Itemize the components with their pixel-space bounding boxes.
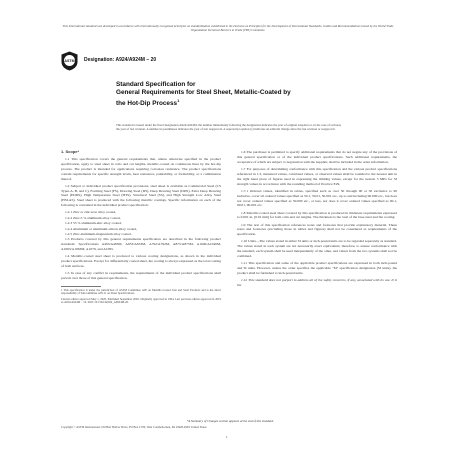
paragraph-1-8: 1.8 Metallic-coated steel sheet covered by this specification is produced in thickness requirements expressed to 0.001 in. [0.01 mm] for both coils and cut lengths. The thickness is the total of the base steel and the coating. (237, 210, 397, 220)
paragraph-1-7-1: 1.7.1 Ordered values, identified in tables, specified such as over 50 through 90 or 50 exclusive to 90 inclusive, cover all ordered values specified as 50.1, 50.01, 50.001 etc., up to and including 90.000 etc., but does not cover ordered values specified as 50.000 etc., or less, nor does it cover ordered values specified as 90.1, 90.01, 90.001 etc. (237, 188, 397, 208)
footnote-divider (61, 286, 101, 287)
list-item: 1.2.4 Aluminum or aluminum-silicon alloy coated, (65, 226, 137, 231)
footnote: Current edition approved May 1, 2020. Published September 2020. Originally approved in 1994. Last previous edition approved in 2019 as A924/A924M − 19. DOI: 10.1520/A0924_A0924M-20. (61, 296, 221, 305)
astm-logo-icon (61, 51, 78, 71)
list-item: 1.2.5 Zinc-aluminum-magnesium alloy coated. (65, 231, 132, 236)
standard-label: Standard Specification for (116, 81, 196, 88)
list-item: 1.2.3 55 % aluminum-zinc alloy coated, (65, 221, 122, 226)
paragraph-1-10: 1.10 Units—The values stated in either SI units or inch-pound units are to be regarded separately as standard. The values stated in each system are not necessarily exact equivalents; therefore, to ensure conformance with the standard, each system shall be used independently of the other, and values from the two systems shall not be combined. (237, 239, 397, 259)
designation: Designation: A924/A924M − 20 (84, 57, 157, 63)
paragraph-1-3: 1.3 Products covered by this general requirements specification are described in the following product standards: Specifications A463/A463M, A653/A653M, A792/A792M, A875/A875M, A1046/A1046M, A1063/A1063M, A1079, and A1095. (61, 237, 221, 252)
issuance-statement: This standard is issued under the fixed designation A924/A924M; the number immediately following the designation indicates the year of original adoption or, in the case of revision, the year of last revision. A number in parentheses indicates the year of last reapproval. A superscript epsilon (ε) indicates an editorial change since the last revision or reapproval. (116, 123, 342, 131)
left-column (61, 150, 221, 307)
scope-heading: 1. Scope* (61, 149, 80, 154)
astm-logo (61, 51, 78, 71)
list-item: 1.2.2 Zinc-5 % aluminum alloy coated, (65, 215, 121, 220)
paragraph-1-5: 1.5 In case of any conflict in requirements, the requirements of the individual product specifications shall prevail over those of this general specification. (61, 271, 221, 281)
document-title (116, 89, 342, 108)
paragraph-1-4: 1.4 Metallic-coated steel sheet is produced to various coating designations, as shown in the individual product specifications. Except for differentially coated sheet, the coating is always expressed as the total coating of both surfaces. (61, 254, 221, 269)
summary-of-changes-note: *A Summary of Changes section appears at the end of this standard (186, 419, 274, 423)
page-number: 1 (226, 435, 228, 439)
paragraph-1-12: 1.12 This standard does not purport to address all of the safety concerns, if any, associated with its use. It is the (237, 278, 397, 288)
paragraph-1-7: 1.7 For purposes of determining conformance with this specification and the various product specifications referenced in 1.3, measured values, calculated values, or observed values shall be rounded to the nearest unit in the right hand place of figures used in expressing the limiting values, except for the nearest 5 MPa for SI strength values in accordance with the rounding method of Practice E29. (237, 166, 397, 186)
title-block (116, 81, 342, 108)
paragraph-1-2: 1.2 Subject to individual product specification provisions, steel sheet is available as Commercial Steel (CS Types A, B, and C), Forming Steel (FS), Drawing Steel (DS), Deep Drawing Steel (DDS), Extra Deep Drawing Steel (EDDS), High Temperature Steel (HTS), Structural Steel (SS), and High Strength Low Alloy Steel (HSLAS). Steel sheet is produced with the following metallic coatings. Specific information on each of the following is contained in the individual product specification: (61, 183, 221, 208)
paragraph-1-1: 1.1 This specification covers the general requirements that, unless otherwise specified in the product specification, apply to steel sheet in coils and cut lengths, metallic-coated on continuous lines by the hot-dip process. The product is intended for applications requiring corrosion resistance. The product specifications contain requirements for specific strength levels, heat resistance, paintability, or formability, or a combination thereof. (61, 156, 221, 181)
copyright-notice: Copyright © ASTM International, 100 Barr Harbor Drive, PO Box C700, West Conshohocken, PA 19428-2959. United States (61, 425, 207, 429)
title-text: General Requirements for Steel Sheet, Metallic-Coated by the Hot-Dip Process (116, 89, 291, 108)
wto-notice: This international standard was developed in accordance with internationally recognized principles on standardization established in the Decision on Principles for the Development of International Standards, Guides and Recommendations issued by the World Trade Organization Technical Barriers to Trade (TBT) Committee. (62, 24, 394, 32)
list-item: 1.2.1 Zinc or zinc-iron alloy coated, (65, 210, 117, 215)
paragraph-1-11: 1.11 This specification and some of the applicable product specifications are expressed in both inch-pound and SI units. However, unless the order specifies the applicable "M" specification designation (SI units), the product shall be furnished to inch-pound units. (237, 261, 397, 276)
title-footnote-mark: 1 (177, 98, 180, 103)
paragraph-1-6: 1.6 The purchaser is permitted to specify additional requirements that do not negate any of the provisions of this general specification or of the individual product specifications. Such additional requirements, the acceptance of which are subject to negotiation with the supplier, shall be included in the order information. (237, 150, 397, 164)
footnote: 1 This specification is under the jurisdiction of ASTM Committee A05 on Metallic-Coated Iron and Steel Products and is the direct responsibility of Subcommittee A05.11 on Sheet Specifications. (61, 287, 221, 296)
right-column (237, 150, 397, 290)
logo-text: ASTM (64, 59, 75, 63)
paragraph-1-9: 1.9 The text of this specification references notes and footnotes that provide explanatory material. These notes and footnotes (excluding those in tables and figures) shall not be considered as requirements of the specification. (237, 222, 397, 237)
